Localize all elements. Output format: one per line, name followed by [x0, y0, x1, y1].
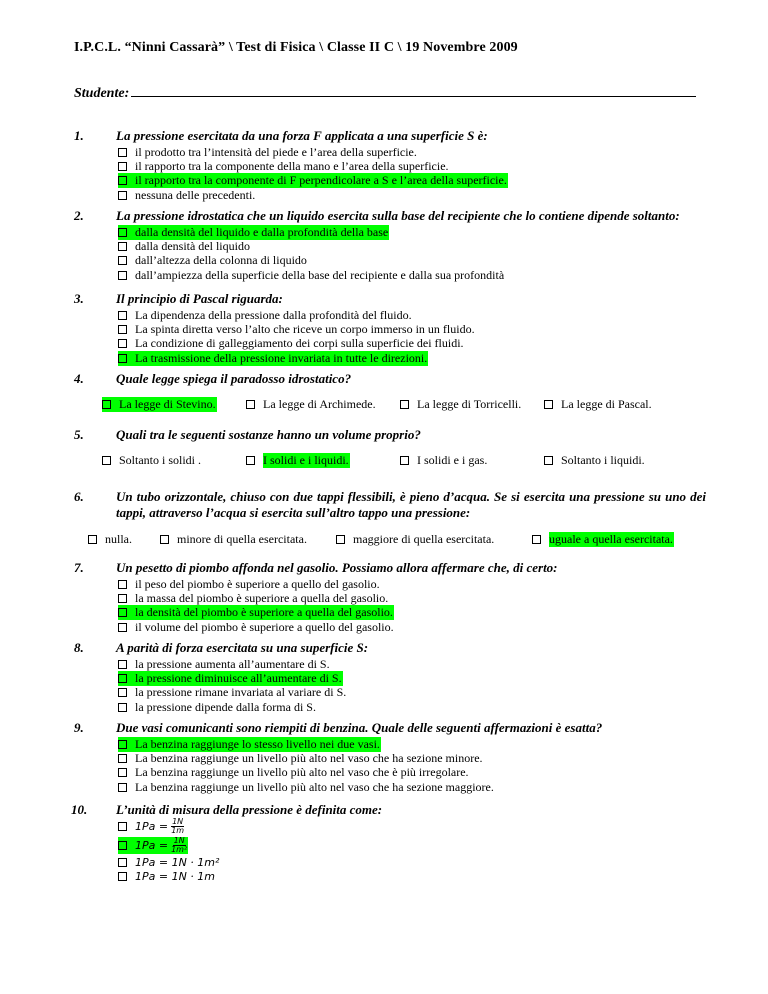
checkbox[interactable] — [544, 400, 553, 409]
option-correct: La benzina raggiunge lo stesso livello nei due vasi. — [118, 737, 494, 751]
option: maggiore di quella esercitata. — [336, 532, 494, 547]
checkbox[interactable] — [118, 339, 127, 348]
checkbox[interactable] — [88, 535, 97, 544]
checkbox[interactable] — [336, 535, 345, 544]
checkbox[interactable] — [400, 456, 409, 465]
option: 1Pa = 1N · 1m² — [118, 855, 219, 869]
option-correct: La trasmissione della pressione invariata in tutte le direzioni. — [118, 351, 475, 365]
checkbox[interactable] — [118, 148, 127, 157]
test-header: I.P.C.L. “Ninni Cassarà” \ Test di Fisica \ Classe II C \ 19 Novembre 2009 — [74, 40, 518, 55]
question-number: 4. — [74, 371, 84, 386]
checkbox[interactable] — [118, 191, 127, 200]
question-text: Quali tra le seguenti sostanze hanno un volume proprio? — [116, 427, 421, 442]
question-number: 9. — [74, 720, 84, 735]
question-number: 8. — [74, 640, 84, 655]
option: La legge di Pascal. — [544, 397, 652, 412]
question-text: L’unità di misura della pressione è definita come: — [116, 802, 383, 817]
checkbox[interactable] — [118, 740, 127, 749]
option: La spinta diretta verso l’alto che riceve un corpo immerso in un fluido. — [118, 322, 475, 336]
checkbox[interactable] — [118, 228, 127, 237]
question-number: 1. — [74, 128, 84, 143]
question-text: La pressione esercitata da una forza F applicata a una superficie S è: — [116, 128, 488, 143]
option: 1Pa = 1N · 1m — [118, 869, 219, 883]
checkbox[interactable] — [118, 768, 127, 777]
question-text: La pressione idrostatica che un liquido esercita sulla base del recipiente che lo contiene dipende soltanto: — [116, 208, 680, 223]
option: il prodotto tra l’intensità del piede e l’area della superficie. — [118, 145, 508, 159]
checkbox[interactable] — [246, 400, 255, 409]
checkbox[interactable] — [118, 841, 127, 850]
student-name-line[interactable] — [131, 83, 696, 97]
option-correct: I solidi e i liquidi. — [246, 453, 350, 468]
checkbox[interactable] — [118, 674, 127, 683]
option-correct: dalla densità del liquido e dalla profondità della base — [118, 225, 504, 239]
student-name-field[interactable] — [74, 83, 696, 102]
checkbox[interactable] — [118, 311, 127, 320]
question-text: A parità di forza esercitata su una superficie S: — [116, 640, 369, 655]
option: La condizione di galleggiamento dei corpi sulla superficie dei fluidi. — [118, 337, 475, 351]
option: minore di quella esercitata. — [160, 532, 307, 547]
checkbox[interactable] — [118, 176, 127, 185]
question-text: Quale legge spiega il paradosso idrostatico? — [116, 371, 352, 386]
option: La dipendenza della pressione dalla profondità del fluido. — [118, 308, 475, 322]
option: il peso del piombo è superiore a quello del gasolio. — [118, 577, 394, 591]
checkbox[interactable] — [118, 872, 127, 881]
option-correct: uguale a quella esercitata. — [532, 532, 674, 547]
option: Soltanto i solidi . — [102, 453, 201, 468]
option: La benzina raggiunge un livello più alto nel vaso che ha sezione maggiore. — [118, 780, 494, 794]
option: La benzina raggiunge un livello più alto nel vaso che è più irregolare. — [118, 766, 494, 780]
checkbox[interactable] — [118, 256, 127, 265]
option: Soltanto i liquidi. — [544, 453, 645, 468]
question-text: Un pesetto di piombo affonda nel gasolio. Possiamo allora affermare che, di certo: — [116, 560, 558, 575]
checkbox[interactable] — [102, 456, 111, 465]
option: la pressione aumenta all’aumentare di S. — [118, 657, 346, 671]
option: 1Pa = $\frac{1N}{1m}$ — [118, 817, 219, 836]
question-text: Il principio di Pascal riguarda: — [116, 291, 283, 306]
option: La benzina raggiunge un livello più alto nel vaso che ha sezione minore. — [118, 751, 494, 765]
checkbox[interactable] — [118, 242, 127, 251]
checkbox[interactable] — [118, 822, 127, 831]
option-correct: la densità del piombo è superiore a quella del gasolio. — [118, 606, 394, 620]
question-number: 2. — [74, 208, 84, 223]
option: la pressione rimane invariata al variare di S. — [118, 686, 346, 700]
checkbox[interactable] — [102, 400, 111, 409]
fraction: $\frac{1N}{1m}$ — [171, 817, 185, 835]
checkbox[interactable] — [118, 162, 127, 171]
option: I solidi e i gas. — [400, 453, 487, 468]
option: il volume del piombo è superiore a quello del gasolio. — [118, 620, 394, 634]
question-number: 6. — [74, 489, 84, 504]
option: La legge di Archimede. — [246, 397, 376, 412]
checkbox[interactable] — [532, 535, 541, 544]
checkbox[interactable] — [544, 456, 553, 465]
checkbox[interactable] — [118, 271, 127, 280]
checkbox[interactable] — [118, 688, 127, 697]
option-correct: La legge di Stevino. — [102, 397, 217, 412]
checkbox[interactable] — [118, 754, 127, 763]
checkbox[interactable] — [118, 660, 127, 669]
option: nessuna delle precedenti. — [118, 188, 508, 202]
option: nulla. — [88, 532, 132, 547]
option: la pressione dipende dalla forma di S. — [118, 700, 346, 714]
option: il rapporto tra la componente della mano e l’area della superficie. — [118, 159, 508, 173]
student-label: Studente: — [74, 86, 130, 101]
option-correct: la pressione diminuisce all’aumentare di S. — [118, 671, 346, 685]
option: la massa del piombo è superiore a quella del gasolio. — [118, 591, 394, 605]
question-text: Due vasi comunicanti sono riempiti di benzina. Quale delle seguenti affermazioni è esatta? — [116, 720, 603, 735]
question-number: 5. — [74, 427, 84, 442]
option: dalla densità del liquido — [118, 239, 504, 253]
question-number: 10. — [71, 802, 88, 817]
question-number: 3. — [74, 291, 84, 306]
checkbox[interactable] — [118, 703, 127, 712]
checkbox[interactable] — [118, 623, 127, 632]
option-correct: il rapporto tra la componente di F perpendicolare a S e l’area della superficie. — [118, 174, 508, 188]
checkbox[interactable] — [118, 858, 127, 867]
checkbox[interactable] — [400, 400, 409, 409]
option: dall’altezza della colonna di liquido — [118, 254, 504, 268]
option-correct: 1Pa = $\frac{1N}{\text{1m²}}$ — [118, 836, 219, 855]
fraction: $\frac{1N}{\text{1m²}}$ — [171, 836, 188, 854]
checkbox[interactable] — [118, 783, 127, 792]
checkbox[interactable] — [118, 354, 127, 363]
checkbox[interactable] — [118, 325, 127, 334]
checkbox[interactable] — [246, 456, 255, 465]
checkbox[interactable] — [118, 594, 127, 603]
question-text: Un tubo orizzontale, chiuso con due tappi flessibili, è pieno d’acqua. Se si esercita una pressione su uno dei tappi, attraverso l’acqua si esercita sull’altro tappo una pressione: — [116, 489, 706, 520]
option: La legge di Torricelli. — [400, 397, 521, 412]
question-number: 7. — [74, 560, 84, 575]
checkbox[interactable] — [160, 535, 169, 544]
option: dall’ampiezza della superficie della base del recipiente e dalla sua profondità — [118, 268, 504, 282]
checkbox[interactable] — [118, 580, 127, 589]
checkbox[interactable] — [118, 608, 127, 617]
